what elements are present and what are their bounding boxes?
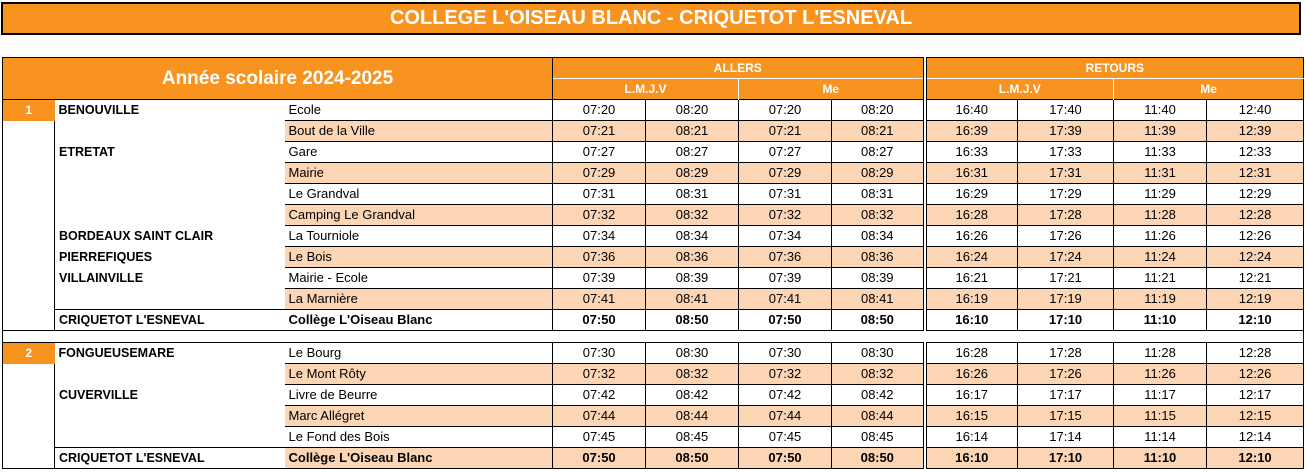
time-cell: 11:28 xyxy=(1114,205,1207,226)
time-cell: 07:36 xyxy=(739,247,832,268)
time-cell: 07:31 xyxy=(553,184,646,205)
time-cell: 17:19 xyxy=(1018,289,1114,310)
line-number-spacer xyxy=(3,163,55,184)
time-cell: 07:30 xyxy=(739,343,832,364)
time-cell: 16:33 xyxy=(925,142,1018,163)
table-row xyxy=(3,205,1304,226)
city-name xyxy=(55,406,285,427)
separator-cell xyxy=(3,331,1304,343)
time-cell: 08:50 xyxy=(832,310,925,331)
time-cell: 08:29 xyxy=(646,163,739,184)
stop-name: Livre de Beurre xyxy=(285,385,553,406)
retours-lmjv-header: L.M.J.V xyxy=(925,79,1114,100)
time-cell: 12:28 xyxy=(1207,343,1304,364)
time-cell: 17:26 xyxy=(1018,226,1114,247)
header-row-groups xyxy=(3,58,1304,79)
timetable-body xyxy=(3,100,1304,469)
time-cell: 11:39 xyxy=(1114,121,1207,142)
table-row xyxy=(3,268,1304,289)
city-name: BORDEAUX SAINT CLAIR xyxy=(59,229,214,243)
time-cell: 07:27 xyxy=(553,142,646,163)
time-cell: 12:29 xyxy=(1207,184,1304,205)
city-name xyxy=(55,121,285,142)
time-cell: 08:41 xyxy=(646,289,739,310)
table-row xyxy=(3,343,1304,364)
time-cell: 08:32 xyxy=(646,364,739,385)
table-row xyxy=(3,142,1304,163)
stop-name: Marc Allégret xyxy=(285,406,553,427)
stop-name: La Marnière xyxy=(285,289,553,310)
time-cell: 17:24 xyxy=(1018,247,1114,268)
time-cell: 16:15 xyxy=(925,406,1018,427)
table-row xyxy=(3,310,1304,331)
line-number-spacer xyxy=(3,184,55,205)
stop-name: La Tourniole xyxy=(285,226,553,247)
line-number-badge: 1 xyxy=(3,100,55,121)
time-cell: 08:39 xyxy=(832,268,925,289)
time-cell: 11:10 xyxy=(1114,310,1207,331)
stop-name: Collège L'Oiseau Blanc xyxy=(285,310,553,331)
time-cell: 17:33 xyxy=(1018,142,1114,163)
time-cell: 07:32 xyxy=(553,364,646,385)
time-cell: 17:17 xyxy=(1018,385,1114,406)
stop-name: Le Bois xyxy=(285,247,553,268)
time-cell: 07:20 xyxy=(739,100,832,121)
time-cell: 16:29 xyxy=(925,184,1018,205)
time-cell: 17:15 xyxy=(1018,406,1114,427)
line-number-spacer xyxy=(3,385,55,406)
time-cell: 07:44 xyxy=(739,406,832,427)
time-cell: 12:24 xyxy=(1207,247,1304,268)
time-cell: 08:50 xyxy=(646,448,739,469)
time-cell: 16:26 xyxy=(925,364,1018,385)
time-cell: 08:27 xyxy=(646,142,739,163)
time-cell: 17:28 xyxy=(1018,343,1114,364)
time-cell: 16:31 xyxy=(925,163,1018,184)
time-cell: 08:45 xyxy=(832,427,925,448)
time-cell: 07:32 xyxy=(739,205,832,226)
time-cell: 07:42 xyxy=(739,385,832,406)
time-cell: 08:50 xyxy=(832,448,925,469)
stop-name: Gare xyxy=(285,142,553,163)
time-cell: 12:33 xyxy=(1207,142,1304,163)
time-cell: 08:30 xyxy=(646,343,739,364)
time-cell: 16:26 xyxy=(925,226,1018,247)
time-cell: 07:50 xyxy=(739,310,832,331)
time-cell: 11:26 xyxy=(1114,226,1207,247)
time-cell: 11:21 xyxy=(1114,268,1207,289)
time-cell: 08:36 xyxy=(646,247,739,268)
line-number-spacer xyxy=(3,427,55,448)
time-cell: 07:41 xyxy=(739,289,832,310)
time-cell: 12:15 xyxy=(1207,406,1304,427)
time-cell: 07:44 xyxy=(553,406,646,427)
time-cell: 07:50 xyxy=(553,310,646,331)
table-row xyxy=(3,163,1304,184)
line-number-spacer xyxy=(3,289,55,310)
time-cell: 11:33 xyxy=(1114,142,1207,163)
time-cell: 12:39 xyxy=(1207,121,1304,142)
time-cell: 07:50 xyxy=(739,448,832,469)
city-name xyxy=(55,163,285,184)
time-cell: 16:17 xyxy=(925,385,1018,406)
allers-header: ALLERS xyxy=(553,58,925,79)
time-cell: 07:36 xyxy=(553,247,646,268)
time-cell: 16:28 xyxy=(925,343,1018,364)
time-cell: 11:29 xyxy=(1114,184,1207,205)
time-cell: 12:19 xyxy=(1207,289,1304,310)
table-row xyxy=(3,427,1304,448)
table-row xyxy=(3,289,1304,310)
line-number-spacer xyxy=(3,406,55,427)
time-cell: 12:10 xyxy=(1207,448,1304,469)
table-row xyxy=(3,247,1304,268)
time-cell: 17:31 xyxy=(1018,163,1114,184)
time-cell: 11:14 xyxy=(1114,427,1207,448)
table-row xyxy=(3,385,1304,406)
city-name xyxy=(55,427,285,448)
time-cell: 11:19 xyxy=(1114,289,1207,310)
city-name xyxy=(55,364,285,385)
retours-header: RETOURS xyxy=(925,58,1304,79)
time-cell: 07:50 xyxy=(553,448,646,469)
line-number-badge: 2 xyxy=(3,343,55,364)
time-cell: 07:39 xyxy=(553,268,646,289)
time-cell: 17:21 xyxy=(1018,268,1114,289)
stop-name: Mairie xyxy=(285,163,553,184)
city-name: BENOUVILLE xyxy=(55,100,285,121)
table-row xyxy=(3,100,1304,121)
stop-name: Camping Le Grandval xyxy=(285,205,553,226)
time-cell: 08:32 xyxy=(646,205,739,226)
time-cell: 17:39 xyxy=(1018,121,1114,142)
time-cell: 08:27 xyxy=(832,142,925,163)
time-cell: 07:21 xyxy=(739,121,832,142)
time-cell: 08:30 xyxy=(832,343,925,364)
time-cell: 12:17 xyxy=(1207,385,1304,406)
time-cell: 16:21 xyxy=(925,268,1018,289)
time-cell: 12:26 xyxy=(1207,226,1304,247)
time-cell: 07:32 xyxy=(739,364,832,385)
time-cell: 17:28 xyxy=(1018,205,1114,226)
time-cell: 12:26 xyxy=(1207,364,1304,385)
time-cell: 12:21 xyxy=(1207,268,1304,289)
time-cell: 08:31 xyxy=(832,184,925,205)
retours-me-header: Me xyxy=(1114,79,1304,100)
time-cell: 16:10 xyxy=(925,448,1018,469)
line-number-spacer xyxy=(3,142,55,163)
time-cell: 07:27 xyxy=(739,142,832,163)
time-cell: 08:42 xyxy=(646,385,739,406)
city-name xyxy=(55,184,285,205)
line-number-spacer xyxy=(3,310,55,331)
time-cell: 07:20 xyxy=(553,100,646,121)
timetable xyxy=(2,57,1304,469)
time-cell: 12:31 xyxy=(1207,163,1304,184)
time-cell: 11:17 xyxy=(1114,385,1207,406)
time-cell: 17:10 xyxy=(1018,310,1114,331)
time-cell: 16:19 xyxy=(925,289,1018,310)
time-cell: 08:31 xyxy=(646,184,739,205)
time-cell: 07:31 xyxy=(739,184,832,205)
time-cell: 12:40 xyxy=(1207,100,1304,121)
time-cell: 08:32 xyxy=(832,205,925,226)
time-cell: 11:40 xyxy=(1114,100,1207,121)
time-cell: 07:41 xyxy=(553,289,646,310)
stop-name: Collège L'Oiseau Blanc xyxy=(285,448,553,469)
city-name: CRIQUETOT L'ESNEVAL xyxy=(55,448,285,469)
city-name: CRIQUETOT L'ESNEVAL xyxy=(55,310,285,331)
stop-name: Bout de la Ville xyxy=(285,121,553,142)
time-cell: 16:10 xyxy=(925,310,1018,331)
time-cell: 07:39 xyxy=(739,268,832,289)
time-cell: 08:32 xyxy=(832,364,925,385)
time-cell: 08:34 xyxy=(832,226,925,247)
time-cell: 08:20 xyxy=(646,100,739,121)
time-cell: 11:24 xyxy=(1114,247,1207,268)
time-cell: 11:31 xyxy=(1114,163,1207,184)
time-cell: 17:10 xyxy=(1018,448,1114,469)
time-cell: 07:42 xyxy=(553,385,646,406)
time-cell: 08:50 xyxy=(646,310,739,331)
line-separator xyxy=(3,331,1304,343)
city-name: ETRETAT xyxy=(59,145,115,159)
stop-name: Mairie - Ecole xyxy=(285,268,553,289)
time-cell: 11:26 xyxy=(1114,364,1207,385)
time-cell: 12:10 xyxy=(1207,310,1304,331)
time-cell: 16:24 xyxy=(925,247,1018,268)
table-row xyxy=(3,448,1304,469)
time-cell: 17:14 xyxy=(1018,427,1114,448)
stop-name: Le Mont Rôty xyxy=(285,364,553,385)
time-cell: 08:36 xyxy=(832,247,925,268)
line-number-spacer xyxy=(3,247,55,268)
time-cell: 08:41 xyxy=(832,289,925,310)
time-cell: 07:32 xyxy=(553,205,646,226)
time-cell: 08:20 xyxy=(832,100,925,121)
table-row xyxy=(3,121,1304,142)
time-cell: 08:45 xyxy=(646,427,739,448)
line-number-spacer xyxy=(3,364,55,385)
line-number-spacer xyxy=(3,448,55,469)
time-cell: 08:44 xyxy=(832,406,925,427)
time-cell: 12:28 xyxy=(1207,205,1304,226)
time-cell: 17:40 xyxy=(1018,100,1114,121)
time-cell: 11:15 xyxy=(1114,406,1207,427)
time-cell: 08:21 xyxy=(646,121,739,142)
time-cell: 16:28 xyxy=(925,205,1018,226)
line-number-spacer xyxy=(3,226,55,247)
time-cell: 08:34 xyxy=(646,226,739,247)
time-cell: 12:14 xyxy=(1207,427,1304,448)
time-cell: 17:29 xyxy=(1018,184,1114,205)
time-cell: 11:10 xyxy=(1114,448,1207,469)
city-name: CUVERVILLE xyxy=(59,388,138,402)
city-name: PIERREFIQUES xyxy=(59,250,153,264)
time-cell: 07:21 xyxy=(553,121,646,142)
time-cell: 07:30 xyxy=(553,343,646,364)
time-cell: 07:29 xyxy=(739,163,832,184)
city-name: FONGUEUSEMARE xyxy=(55,343,285,364)
time-cell: 11:28 xyxy=(1114,343,1207,364)
stop-name: Ecole xyxy=(285,100,553,121)
time-cell: 08:44 xyxy=(646,406,739,427)
table-row xyxy=(3,406,1304,427)
time-cell: 07:34 xyxy=(553,226,646,247)
time-cell: 08:29 xyxy=(832,163,925,184)
table-row xyxy=(3,226,1304,247)
time-cell: 08:42 xyxy=(832,385,925,406)
line-number-spacer xyxy=(3,268,55,289)
time-cell: 16:14 xyxy=(925,427,1018,448)
allers-me-header: Me xyxy=(739,79,925,100)
city-name: VILLAINVILLE xyxy=(59,271,144,285)
stop-name: Le Bourg xyxy=(285,343,553,364)
line-number-spacer xyxy=(3,121,55,142)
time-cell: 08:39 xyxy=(646,268,739,289)
table-row xyxy=(3,184,1304,205)
time-cell: 16:40 xyxy=(925,100,1018,121)
city-name xyxy=(55,205,285,226)
city-name xyxy=(55,289,285,310)
stop-name: Le Grandval xyxy=(285,184,553,205)
time-cell: 16:39 xyxy=(925,121,1018,142)
time-cell: 07:34 xyxy=(739,226,832,247)
time-cell: 07:45 xyxy=(739,427,832,448)
page-title: COLLEGE L'OISEAU BLANC - CRIQUETOT L'ESNEVAL xyxy=(1,2,1301,35)
allers-lmjv-header: L.M.J.V xyxy=(553,79,739,100)
time-cell: 07:45 xyxy=(553,427,646,448)
stop-name: Le Fond des Bois xyxy=(285,427,553,448)
school-year: Année scolaire 2024-2025 xyxy=(3,58,553,100)
time-cell: 07:29 xyxy=(553,163,646,184)
time-cell: 17:26 xyxy=(1018,364,1114,385)
line-number-spacer xyxy=(3,205,55,226)
table-row xyxy=(3,364,1304,385)
time-cell: 08:21 xyxy=(832,121,925,142)
